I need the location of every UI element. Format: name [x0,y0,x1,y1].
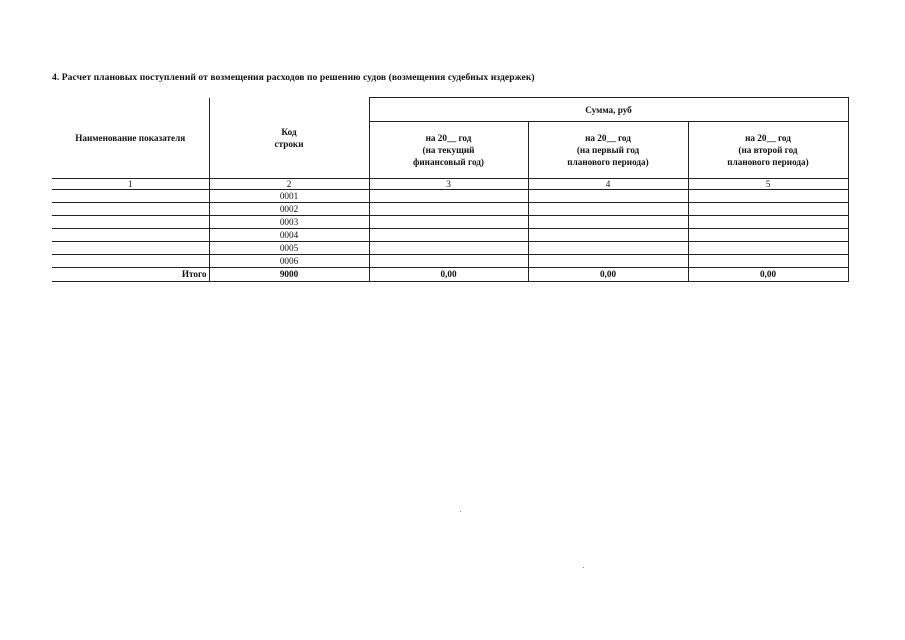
row-value-cell [688,216,848,229]
header-sum: Сумма, руб [369,98,848,122]
row-value-cell [528,255,688,268]
row-value-cell [528,242,688,255]
row-value-cell [688,242,848,255]
row-value-cell [688,203,848,216]
row-value-cell [688,255,848,268]
row-code: 0005 [209,242,369,255]
table-row [52,190,848,203]
total-value-2: 0,00 [528,268,688,282]
colnum-3: 3 [369,179,528,190]
row-value-cell [528,190,688,203]
row-value-cell [369,255,528,268]
table-row [52,242,848,255]
header-code [209,98,369,179]
row-name-cell [52,216,209,229]
row-name-cell [52,242,209,255]
row-value-cell [688,229,848,242]
scan-speck [583,567,584,568]
row-value-cell [369,190,528,203]
colnum-4: 4 [528,179,688,190]
row-code: 0003 [209,216,369,229]
section-title: 4. Расчет плановых поступлений от возмещения расходов по решению судов (возмещения судебных издержек) [52,72,535,83]
row-value-cell [688,190,848,203]
row-value-cell [528,216,688,229]
table-row [52,229,848,242]
header-year-2: на 20__ год (на первый год планового периода) [528,122,688,179]
header-code-line1: Код [281,126,297,137]
total-row [52,268,848,282]
row-name-cell [52,255,209,268]
row-code: 0006 [209,255,369,268]
colnum-5: 5 [688,179,848,190]
row-value-cell [369,229,528,242]
header-year-3: на 20__ год (на второй год планового периода) [688,122,848,179]
table-row [52,216,848,229]
total-label: Итого [52,268,209,282]
income-table [52,97,849,282]
row-value-cell [528,203,688,216]
row-value-cell [369,242,528,255]
row-name-cell [52,229,209,242]
scan-speck [460,511,461,512]
header-code-line2: строки [274,138,304,149]
colnum-1: 1 [52,179,209,190]
total-code: 9000 [209,268,369,282]
colnum-2: 2 [209,179,369,190]
row-code: 0002 [209,203,369,216]
row-name-cell [52,190,209,203]
header-name: Наименование показателя [52,98,209,179]
table-row [52,255,848,268]
row-code: 0004 [209,229,369,242]
total-value-1: 0,00 [369,268,528,282]
row-value-cell [369,216,528,229]
row-name-cell [52,203,209,216]
table-row [52,203,848,216]
row-value-cell [369,203,528,216]
row-value-cell [528,229,688,242]
row-code: 0001 [209,190,369,203]
header-year-1: на 20__ год (на текущий финансовый год) [369,122,528,179]
total-value-3: 0,00 [688,268,848,282]
